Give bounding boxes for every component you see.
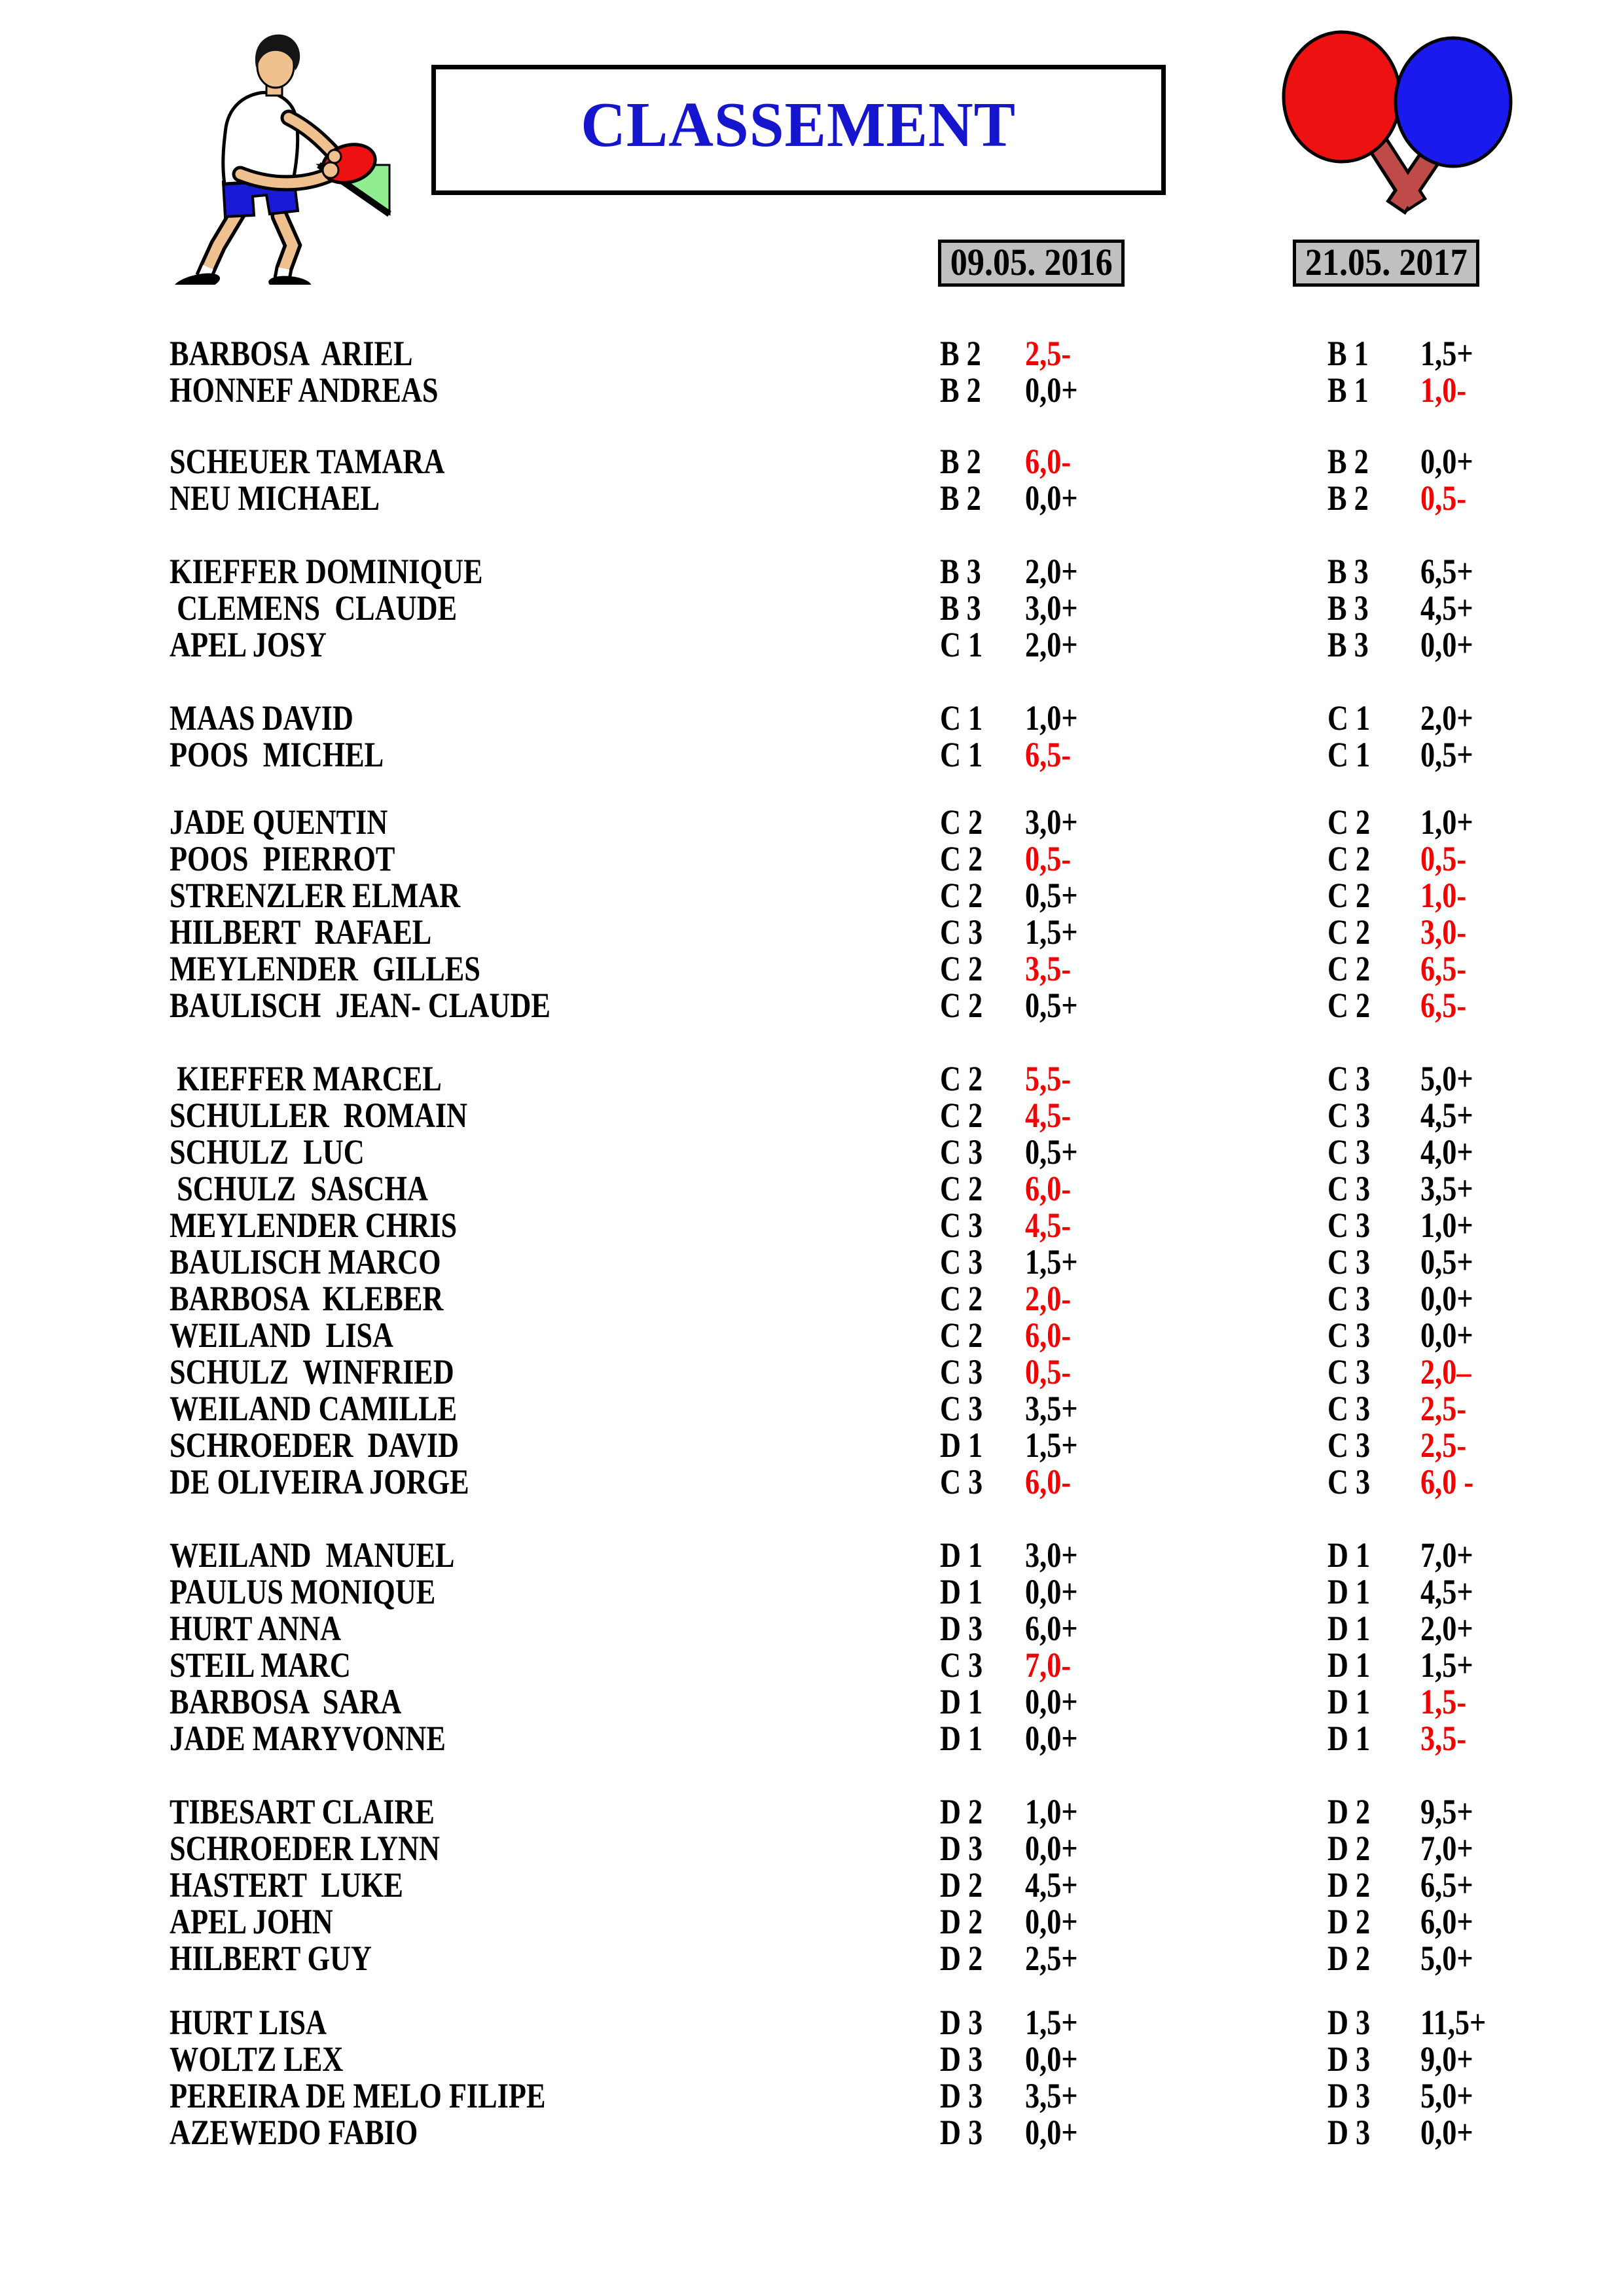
- grade-2016: D 2: [940, 1939, 983, 1978]
- grade-2016: D 3: [940, 2039, 983, 2079]
- player-name: MAAS DAVID: [170, 698, 353, 738]
- grade-2017: D 2: [1327, 1902, 1371, 1941]
- table-row: [0, 1390, 1624, 1427]
- table-row: [0, 1317, 1624, 1354]
- score-2017: 4,5+: [1420, 1096, 1473, 1135]
- grade-2017: B 2: [1327, 478, 1369, 518]
- grade-2016: D 2: [940, 1792, 983, 1831]
- score-2017: 4,0+: [1420, 1132, 1473, 1172]
- player-name: BARBOSA SARA: [170, 1682, 402, 1721]
- score-2017: 4,5+: [1420, 1572, 1473, 1611]
- player-name: BARBOSA ARIEL: [170, 334, 413, 373]
- grade-2016: D 3: [940, 1829, 983, 1868]
- grade-2017: C 3: [1327, 1352, 1371, 1391]
- table-row: [0, 335, 1624, 372]
- score-2016: 3,0+: [1025, 802, 1078, 842]
- table-row: [0, 1830, 1624, 1867]
- score-2016: 3,5+: [1025, 1389, 1078, 1428]
- table-row: [0, 1280, 1624, 1317]
- grade-2017: C 3: [1327, 1206, 1371, 1245]
- grade-2017: C 1: [1327, 735, 1371, 774]
- score-2017: 0,0+: [1420, 625, 1473, 664]
- score-2017: 3,5-: [1420, 1719, 1467, 1758]
- grade-2017: C 3: [1327, 1316, 1371, 1355]
- grade-2017: B 2: [1327, 442, 1369, 481]
- score-2016: 0,0+: [1025, 1902, 1078, 1941]
- table-row: [0, 1244, 1624, 1280]
- score-2016: 1,0+: [1025, 698, 1078, 738]
- grade-2017: D 1: [1327, 1719, 1371, 1758]
- table-tennis-player-icon: [141, 20, 403, 285]
- red-paddle-shape: [1284, 32, 1400, 162]
- table-row: [0, 1867, 1624, 1903]
- score-2016: 0,0+: [1025, 370, 1078, 410]
- table-row: [0, 1940, 1624, 1977]
- grade-2017: D 3: [1327, 2039, 1371, 2079]
- grade-2017: C 3: [1327, 1169, 1371, 1208]
- grade-2017: C 3: [1327, 1279, 1371, 1318]
- score-2017: 1,0+: [1420, 1206, 1473, 1245]
- grade-2016: D 1: [940, 1535, 983, 1575]
- score-2017: 3,0-: [1420, 912, 1467, 952]
- player-name: SCHULZ WINFRIED: [170, 1352, 454, 1391]
- grade-2016: C 2: [940, 802, 983, 842]
- grade-2016: B 2: [940, 370, 981, 410]
- grade-2016: C 1: [940, 625, 983, 664]
- score-2017: 5,0+: [1420, 2076, 1473, 2115]
- grade-2016: D 2: [940, 1902, 983, 1941]
- date-header-2017: 21.05. 2017: [1293, 240, 1479, 287]
- score-2017: 9,0+: [1420, 2039, 1473, 2079]
- score-2017: 3,5+: [1420, 1169, 1473, 1208]
- player-name: CLEMENS CLAUDE: [170, 588, 458, 628]
- score-2017: 5,0+: [1420, 1059, 1473, 1098]
- player-name: WEILAND CAMILLE: [170, 1389, 458, 1428]
- table-row: [0, 840, 1624, 877]
- score-2016: 0,5+: [1025, 876, 1078, 915]
- player-name: POOS MICHEL: [170, 735, 384, 774]
- score-2016: 0,0+: [1025, 478, 1078, 518]
- grade-2016: D 1: [940, 1682, 983, 1721]
- score-2017: 5,0+: [1420, 1939, 1473, 1978]
- player-name: MEYLENDER GILLES: [170, 949, 480, 988]
- grade-2017: D 2: [1327, 1865, 1371, 1905]
- table-row: [0, 1647, 1624, 1683]
- table-row: [0, 1097, 1624, 1134]
- score-2016: 2,5+: [1025, 1939, 1078, 1978]
- score-2016: 0,0+: [1025, 1572, 1078, 1611]
- table-row: [0, 1903, 1624, 1940]
- player-name: KIEFFER MARCEL: [170, 1059, 442, 1098]
- table-row: [0, 804, 1624, 840]
- score-2016: 4,5+: [1025, 1865, 1078, 1905]
- grade-2017: C 3: [1327, 1096, 1371, 1135]
- grade-2017: C 3: [1327, 1059, 1371, 1098]
- score-2017: 0,0+: [1420, 1316, 1473, 1355]
- player-name: WOLTZ LEX: [170, 2039, 344, 2079]
- grade-2016: C 2: [940, 1279, 983, 1318]
- score-2017: 2,5-: [1420, 1389, 1467, 1428]
- grade-2017: C 3: [1327, 1426, 1371, 1465]
- grade-2017: D 3: [1327, 2003, 1371, 2042]
- player-name: DE OLIVEIRA JORGE: [170, 1462, 469, 1501]
- table-row: [0, 1573, 1624, 1610]
- page-title: CLASSEMENT: [581, 90, 1017, 160]
- player-name: TIBESART CLAIRE: [170, 1792, 435, 1831]
- score-2017: 7,0+: [1420, 1829, 1473, 1868]
- player-name: WEILAND LISA: [170, 1316, 394, 1355]
- score-2017: 6,5+: [1420, 552, 1473, 591]
- table-row: [0, 480, 1624, 516]
- score-2017: 0,5-: [1420, 478, 1467, 518]
- grade-2016: C 2: [940, 1316, 983, 1355]
- player-name: APEL JOHN: [170, 1902, 333, 1941]
- table-row: [0, 626, 1624, 663]
- score-2017: 6,0 -: [1420, 1462, 1474, 1501]
- score-2016: 1,5+: [1025, 2003, 1078, 2042]
- score-2016: 6,0-: [1025, 1169, 1072, 1208]
- grade-2016: B 2: [940, 334, 981, 373]
- grade-2016: C 3: [940, 1242, 983, 1282]
- score-2017: 2,0+: [1420, 1609, 1473, 1648]
- grade-2017: C 2: [1327, 986, 1371, 1025]
- grade-2016: C 3: [940, 1352, 983, 1391]
- score-2017: 1,5+: [1420, 1645, 1473, 1685]
- title-box: [431, 65, 1166, 195]
- score-2016: 6,0-: [1025, 1316, 1072, 1355]
- grade-2016: C 2: [940, 986, 983, 1025]
- grade-2017: B 3: [1327, 588, 1369, 628]
- player-name: JADE QUENTIN: [170, 802, 388, 842]
- score-2016: 7,0-: [1025, 1645, 1072, 1685]
- score-2016: 6,0-: [1025, 442, 1072, 481]
- table-row: [0, 950, 1624, 987]
- grade-2016: C 2: [940, 876, 983, 915]
- grade-2016: D 3: [940, 2076, 983, 2115]
- score-2016: 2,5-: [1025, 334, 1072, 373]
- grade-2016: C 3: [940, 912, 983, 952]
- score-2016: 6,5-: [1025, 735, 1072, 774]
- player-name: AZEWEDO FABIO: [170, 2113, 418, 2152]
- score-2017: 1,0-: [1420, 370, 1467, 410]
- score-2016: 0,5+: [1025, 1132, 1078, 1172]
- score-2016: 0,5-: [1025, 1352, 1072, 1391]
- score-2016: 0,0+: [1025, 2039, 1078, 2079]
- score-2017: 0,0+: [1420, 442, 1473, 481]
- score-2017: 6,5-: [1420, 986, 1467, 1025]
- score-2016: 2,0-: [1025, 1279, 1072, 1318]
- date-header-2016: 09.05. 2016: [938, 240, 1125, 287]
- grade-2017: D 3: [1327, 2076, 1371, 2115]
- player-name: STEIL MARC: [170, 1645, 351, 1685]
- score-2016: 0,0+: [1025, 2113, 1078, 2152]
- player-name: JADE MARYVONNE: [170, 1719, 446, 1758]
- table-row: [0, 736, 1624, 773]
- table-row: [0, 2077, 1624, 2114]
- score-2016: 0,0+: [1025, 1829, 1078, 1868]
- grade-2017: D 1: [1327, 1609, 1371, 1648]
- grade-2016: C 2: [940, 1169, 983, 1208]
- score-2017: 11,5+: [1420, 2003, 1487, 2042]
- player-name: SCHROEDER DAVID: [170, 1426, 460, 1465]
- score-2017: 6,5+: [1420, 1865, 1473, 1905]
- grade-2016: C 3: [940, 1132, 983, 1172]
- score-2017: 2,0–: [1420, 1352, 1471, 1391]
- grade-2016: B 2: [940, 442, 981, 481]
- grade-2017: D 2: [1327, 1939, 1371, 1978]
- grade-2017: C 3: [1327, 1389, 1371, 1428]
- player-name: APEL JOSY: [170, 625, 327, 664]
- crossed-paddles-icon: [1276, 30, 1538, 224]
- grade-2016: C 2: [940, 949, 983, 988]
- table-row: [0, 987, 1624, 1024]
- table-row: [0, 1720, 1624, 1757]
- blue-paddle-shape: [1396, 38, 1511, 166]
- score-2017: 0,0+: [1420, 1279, 1473, 1318]
- grade-2016: D 2: [940, 1865, 983, 1905]
- player-name: BAULISCH JEAN- CLAUDE: [170, 986, 550, 1025]
- score-2016: 0,5-: [1025, 839, 1072, 878]
- table-row: [0, 1170, 1624, 1207]
- score-2017: 4,5+: [1420, 588, 1473, 628]
- table-row: [0, 1463, 1624, 1500]
- table-row: [0, 1793, 1624, 1830]
- player-name: SCHULZ LUC: [170, 1132, 365, 1172]
- score-2017: 0,0+: [1420, 2113, 1473, 2152]
- table-row: [0, 2041, 1624, 2077]
- score-2017: 1,5-: [1420, 1682, 1467, 1721]
- score-2016: 5,5-: [1025, 1059, 1072, 1098]
- grade-2016: C 2: [940, 1059, 983, 1098]
- grade-2017: C 2: [1327, 876, 1371, 915]
- grade-2017: C 3: [1327, 1462, 1371, 1501]
- player-name: HILBERT RAFAEL: [170, 912, 432, 952]
- player-name: SCHROEDER LYNN: [170, 1829, 440, 1868]
- score-2016: 0,0+: [1025, 1682, 1078, 1721]
- score-2016: 0,5+: [1025, 986, 1078, 1025]
- score-2016: 1,5+: [1025, 912, 1078, 952]
- grade-2016: C 2: [940, 1096, 983, 1135]
- score-2016: 6,0-: [1025, 1462, 1072, 1501]
- grade-2016: D 3: [940, 2113, 983, 2152]
- score-2017: 1,5+: [1420, 334, 1473, 373]
- player-name: HURT ANNA: [170, 1609, 342, 1648]
- grade-2017: C 1: [1327, 698, 1371, 738]
- table-row: [0, 1207, 1624, 1244]
- player-name: HONNEF ANDREAS: [170, 370, 439, 410]
- grade-2016: D 3: [940, 2003, 983, 2042]
- table-row: [0, 2114, 1624, 2151]
- table-row: [0, 372, 1624, 408]
- score-2016: 6,0+: [1025, 1609, 1078, 1648]
- grade-2016: D 3: [940, 1609, 983, 1648]
- score-2016: 2,0+: [1025, 552, 1078, 591]
- grade-2017: C 2: [1327, 839, 1371, 878]
- table-row: [0, 700, 1624, 736]
- player-name: KIEFFER DOMINIQUE: [170, 552, 483, 591]
- table-row: [0, 553, 1624, 590]
- grade-2017: C 3: [1327, 1132, 1371, 1172]
- score-2017: 1,0-: [1420, 876, 1467, 915]
- table-row: [0, 877, 1624, 914]
- player-name: SCHEUER TAMARA: [170, 442, 445, 481]
- grade-2016: C 3: [940, 1389, 983, 1428]
- grade-2017: B 3: [1327, 552, 1369, 591]
- grade-2017: B 1: [1327, 334, 1369, 373]
- table-row: [0, 1537, 1624, 1573]
- score-2016: 1,5+: [1025, 1426, 1078, 1465]
- grade-2017: B 3: [1327, 625, 1369, 664]
- grade-2016: D 1: [940, 1572, 983, 1611]
- grade-2017: D 1: [1327, 1682, 1371, 1721]
- score-2017: 7,0+: [1420, 1535, 1473, 1575]
- table-row: [0, 1354, 1624, 1390]
- grade-2017: D 3: [1327, 2113, 1371, 2152]
- grade-2016: C 1: [940, 735, 983, 774]
- score-2016: 3,0+: [1025, 588, 1078, 628]
- score-2017: 0,5+: [1420, 735, 1473, 774]
- grade-2016: B 3: [940, 588, 981, 628]
- grade-2017: D 2: [1327, 1792, 1371, 1831]
- grade-2017: C 2: [1327, 949, 1371, 988]
- grade-2016: D 1: [940, 1426, 983, 1465]
- grade-2016: C 2: [940, 839, 983, 878]
- table-row: [0, 443, 1624, 480]
- score-2017: 2,0+: [1420, 698, 1473, 738]
- grade-2016: C 3: [940, 1462, 983, 1501]
- player-name: HILBERT GUY: [170, 1939, 372, 1978]
- player-name: WEILAND MANUEL: [170, 1535, 455, 1575]
- table-row: [0, 1427, 1624, 1463]
- grade-2017: D 1: [1327, 1645, 1371, 1685]
- grade-2016: D 1: [940, 1719, 983, 1758]
- player-name: BARBOSA KLEBER: [170, 1279, 444, 1318]
- table-row: [0, 1060, 1624, 1097]
- grade-2017: B 1: [1327, 370, 1369, 410]
- player-name: STRENZLER ELMAR: [170, 876, 461, 915]
- score-2017: 2,5-: [1420, 1426, 1467, 1465]
- table-row: [0, 1134, 1624, 1170]
- table-row: [0, 914, 1624, 950]
- player-name: POOS PIERROT: [170, 839, 395, 878]
- player-name: BAULISCH MARCO: [170, 1242, 441, 1282]
- grade-2016: C 3: [940, 1206, 983, 1245]
- score-2016: 1,0+: [1025, 1792, 1078, 1831]
- grade-2016: B 2: [940, 478, 981, 518]
- score-2016: 3,0+: [1025, 1535, 1078, 1575]
- grade-2016: C 1: [940, 698, 983, 738]
- grade-2017: D 1: [1327, 1535, 1371, 1575]
- player-name: SCHULZ SASCHA: [170, 1169, 428, 1208]
- grade-2017: C 3: [1327, 1242, 1371, 1282]
- score-2017: 1,0+: [1420, 802, 1473, 842]
- player-name: SCHULLER ROMAIN: [170, 1096, 468, 1135]
- table-row: [0, 1610, 1624, 1647]
- score-2016: 3,5+: [1025, 2076, 1078, 2115]
- score-2016: 0,0+: [1025, 1719, 1078, 1758]
- score-2017: 9,5+: [1420, 1792, 1473, 1831]
- grade-2016: B 3: [940, 552, 981, 591]
- player-name: MEYLENDER CHRIS: [170, 1206, 458, 1245]
- grade-2017: D 1: [1327, 1572, 1371, 1611]
- score-2017: 6,5-: [1420, 949, 1467, 988]
- score-2017: 6,0+: [1420, 1902, 1473, 1941]
- score-2016: 2,0+: [1025, 625, 1078, 664]
- grade-2017: C 2: [1327, 912, 1371, 952]
- player-name: PEREIRA DE MELO FILIPE: [170, 2076, 546, 2115]
- grade-2017: C 2: [1327, 802, 1371, 842]
- score-2016: 4,5-: [1025, 1096, 1072, 1135]
- grade-2017: D 2: [1327, 1829, 1371, 1868]
- player-name: NEU MICHAEL: [170, 478, 380, 518]
- score-2017: 0,5-: [1420, 839, 1467, 878]
- score-2016: 3,5-: [1025, 949, 1072, 988]
- player-name: PAULUS MONIQUE: [170, 1572, 436, 1611]
- score-2016: 1,5+: [1025, 1242, 1078, 1282]
- score-2016: 4,5-: [1025, 1206, 1072, 1245]
- table-row: [0, 2004, 1624, 2041]
- table-row: [0, 1683, 1624, 1720]
- player-name: HASTERT LUKE: [170, 1865, 403, 1905]
- score-2017: 0,5+: [1420, 1242, 1473, 1282]
- player-name: HURT LISA: [170, 2003, 327, 2042]
- grade-2016: C 3: [940, 1645, 983, 1685]
- table-row: [0, 590, 1624, 626]
